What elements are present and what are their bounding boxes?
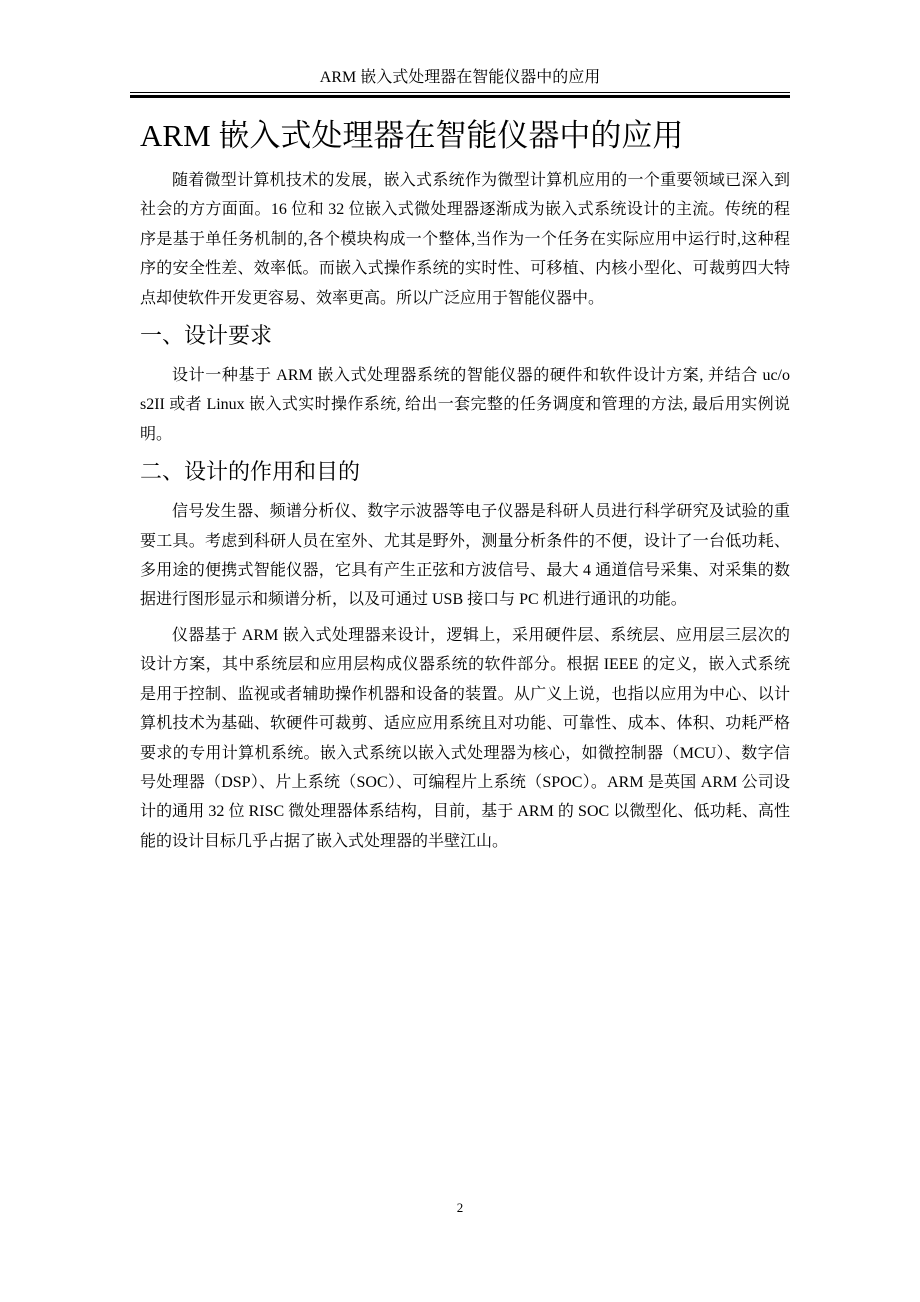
design-requirements-paragraph: 设计一种基于 ARM 嵌入式处理器系统的智能仪器的硬件和软件设计方案, 并结合 uc/o s2II 或者 Linux 嵌入式实时操作系统, 给出一套完整的任务调度和管理的方法, 最后用实例说明。 xyxy=(140,367,790,443)
section-heading-purpose: 二、设计的作用和目的 xyxy=(140,460,361,486)
page-number: 2 xyxy=(456,1200,464,1215)
header-rule-thick xyxy=(130,95,790,98)
document-title: ARM 嵌入式处理器在智能仪器中的应用 xyxy=(140,118,684,153)
intro-paragraph: 随着微型计算机技术的发展，嵌入式系统作为微型计算机应用的一个重要领域已深入到社会的方方面面。16 位和 32 位嵌入式微处理器逐渐成为嵌入式系统设计的主流。传统的程序是基于单任务机制的,各个模块构成一个整体,当作为一个任务在实际应用中运行时,这种程序的安全性差、效率低。而嵌入式操作系统的实时性、可移植、内核小型化、可裁剪四大特点却使软件开发更容易、效率更高。所以广泛应用于智能仪器中。 xyxy=(140,172,790,307)
document-body xyxy=(140,112,790,856)
purpose-paragraph-1: 信号发生器、频谱分析仪、数字示波器等电子仪器是科研人员进行科学研究及试验的重要工具。考虑到科研人员在室外、尤其是野外，测量分析条件的不便，设计了一台低功耗、多用途的便携式智能仪器，它具有产生正弦和方波信号、最大 4 通道信号采集、对采集的数据进行图形显示和频谱分析，以及可通过 USB 接口与 PC 机进行通讯的功能。 xyxy=(140,503,790,609)
section-heading-design-requirements: 一、设计要求 xyxy=(140,324,273,350)
header-rule-thin xyxy=(130,92,790,93)
purpose-paragraph-2: 仪器基于 ARM 嵌入式处理器来设计，逻辑上，采用硬件层、系统层、应用层三层次的设计方案，其中系统层和应用层构成仪器系统的软件部分。根据 IEEE 的定义，嵌入式系统是用于控制、监视或者辅助操作机器和设备的装置。从广义上说，也指以应用为中心、以计算机技术为基础、软硬件可裁剪、适应应用系统且对功能、可靠性、成本、体积、功耗严格要求的专用计算机系统。嵌入式系统以嵌入式处理器为核心，如微控制器（MCU）、数字信号处理器（DSP）、片上系统（SOC）、可编程片上系统（SPOC）。ARM 是英国 ARM 公司设计的通用 32 位 RISC 微处理器体系结构，目前，基于 ARM 的 SOC 以微型化、低功耗、高性能的设计目标几乎占据了嵌入式处理器的半壁江山。 xyxy=(140,626,790,850)
running-header: ARM 嵌入式处理器在智能仪器中的应用 xyxy=(319,69,601,86)
